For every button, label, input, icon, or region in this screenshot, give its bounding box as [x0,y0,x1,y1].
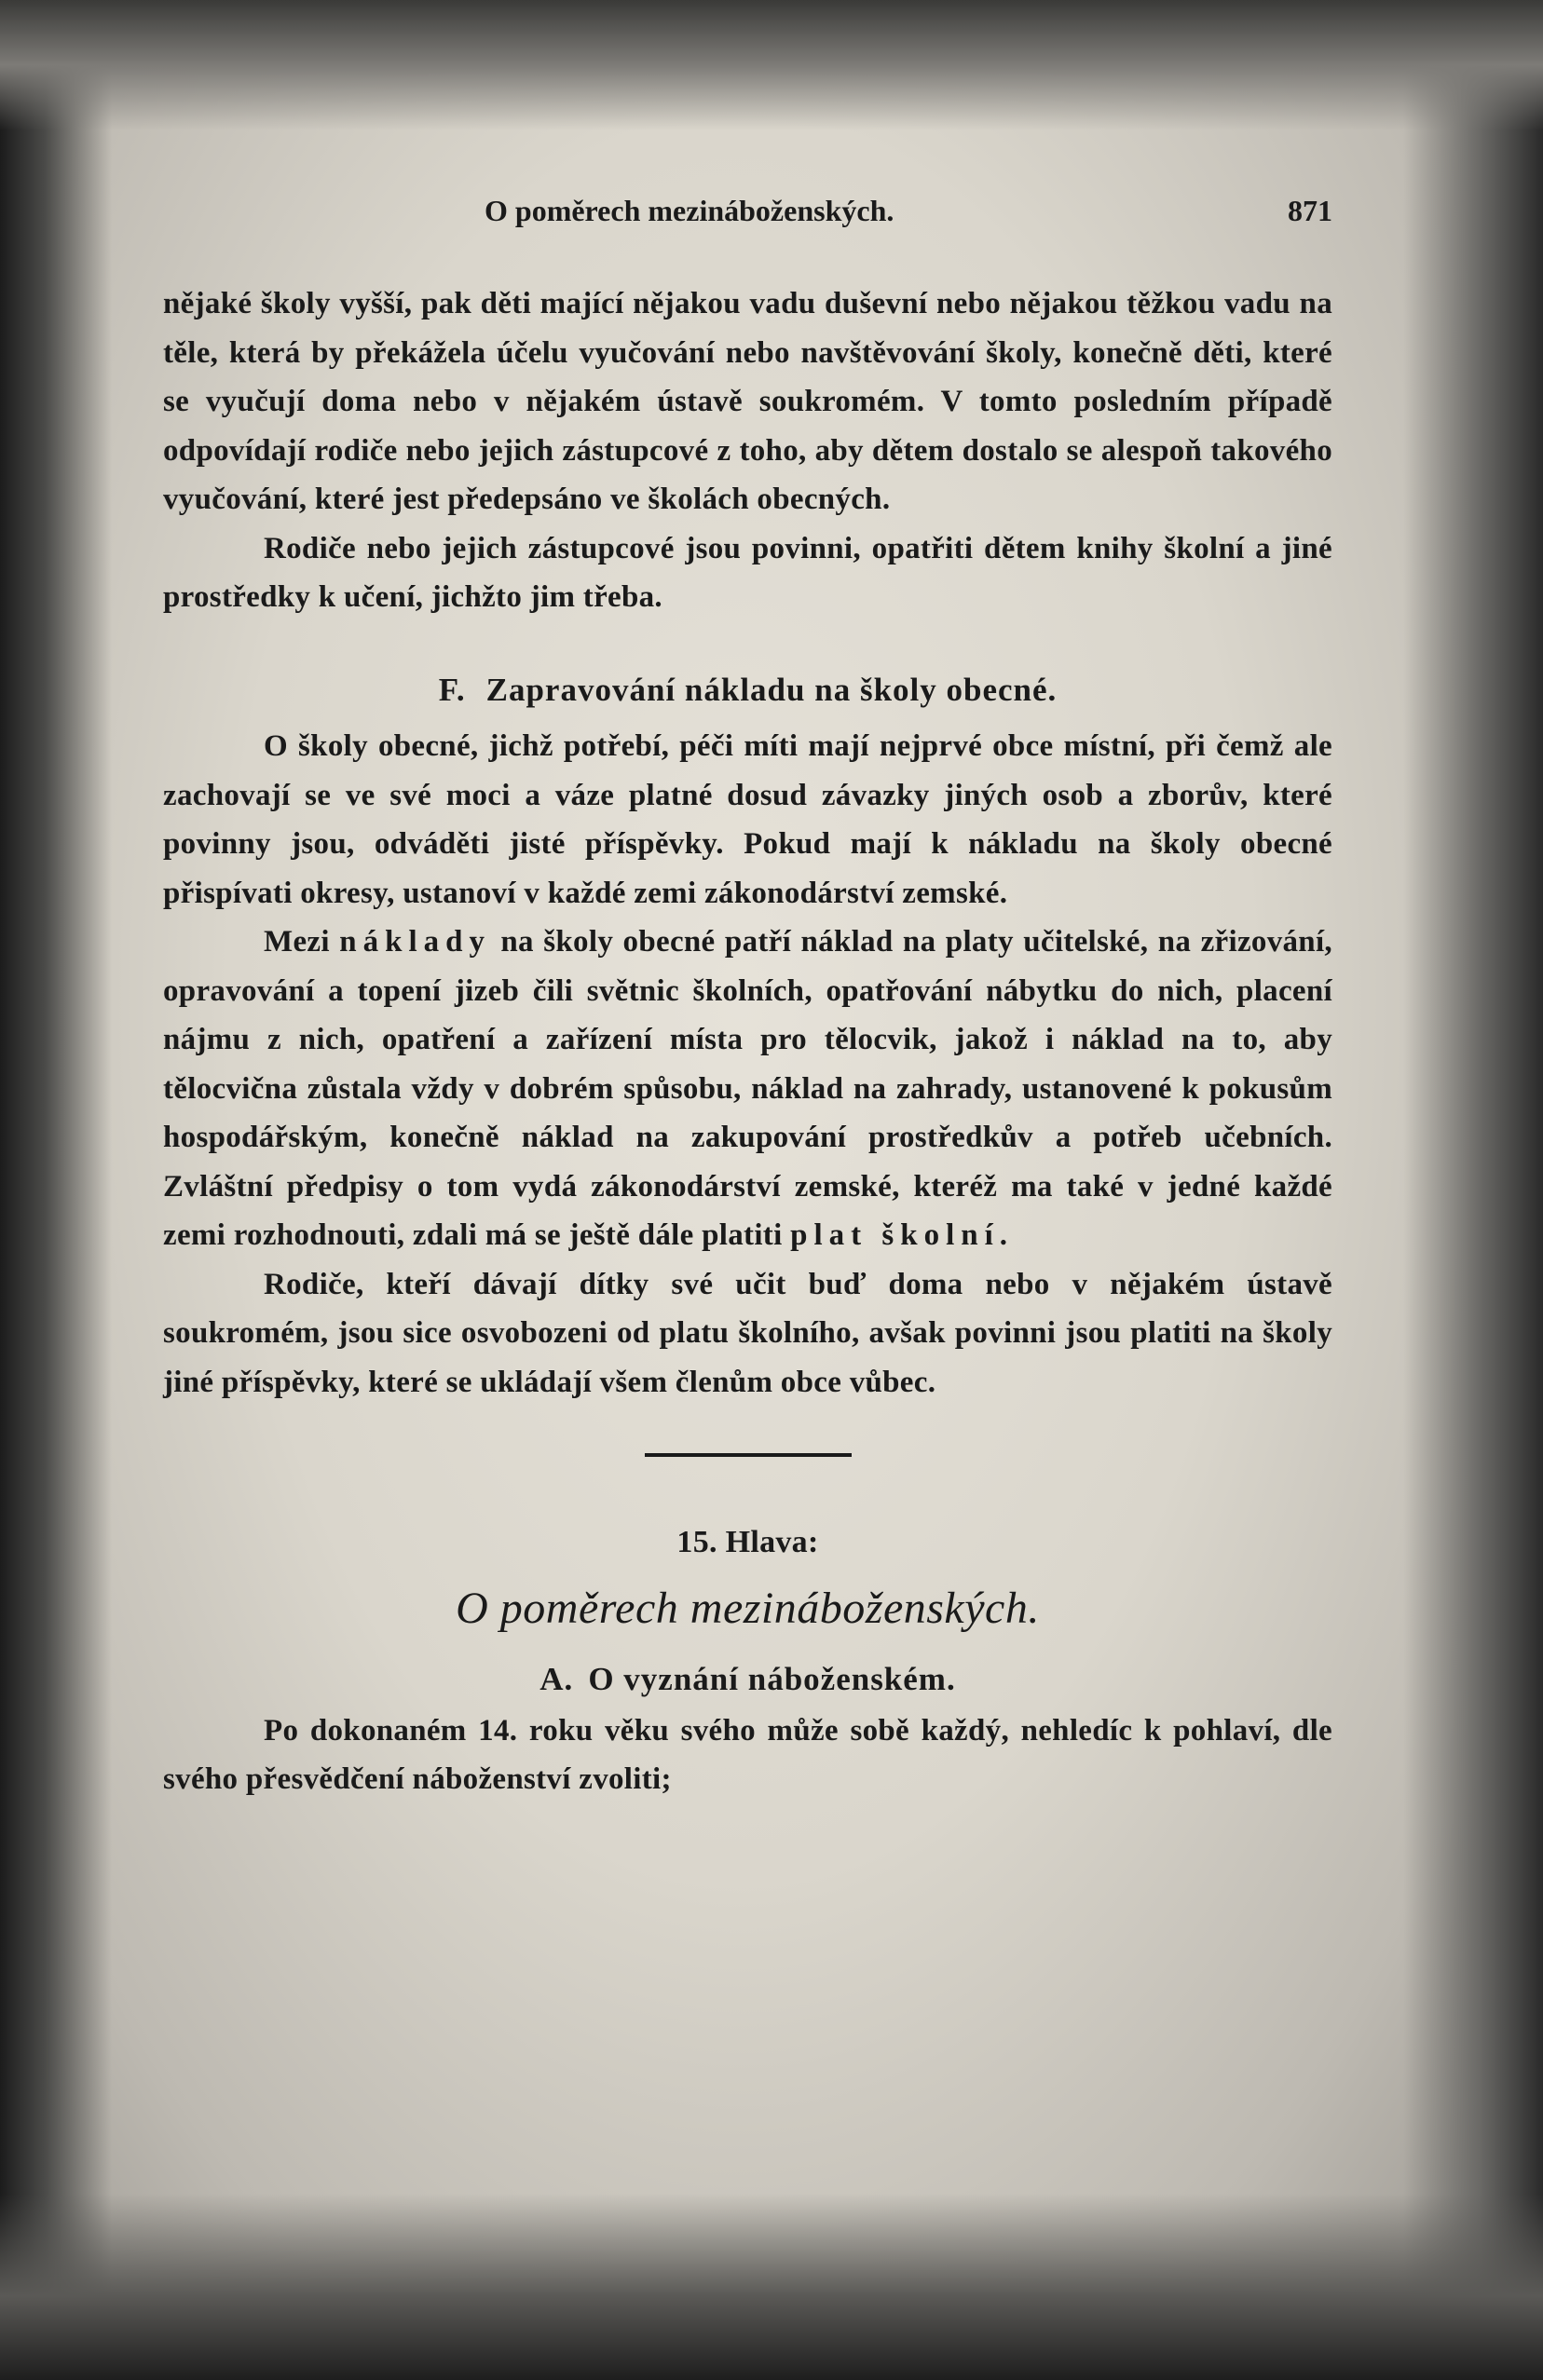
scan-shadow-left [0,0,112,2380]
scan-shadow-right [1403,0,1543,2380]
section-f-letter: F. [438,671,466,708]
paragraph-2-lead: Mezi [264,925,330,959]
section-f-paragraph-2 [163,918,1332,1260]
paragraph-parents-duties: Rodiče nebo jejich zástupcové jsou povinni, opatřiti dětem knihy školní a jiné prostředky k učení, jichžto jim třeba. [163,531,1332,614]
chapter-title: O poměrech mezináboženských. [456,1583,1040,1633]
running-header [163,190,1332,238]
page-body [163,279,1332,1804]
scan-shadow-bottom [0,2194,1543,2380]
paragraph-2-body: na školy obecné patří náklad na platy učitelské, na zřizování, opravování a topení jizeb čili světnic školních, opatřování nábytku do nich, placení nájmu z nich, opatření a zařízení místa pro tělocvik, jakož i náklad na to, aby tělocvična zůstala vždy v dobrém spůsobu, náklad na zahrady, ustanovené k pokusům hospodářským, konečně náklad na zakupování prostředkův a potřeb učebních. Zvláštní předpisy o tom vydá zákonodárství zemské, kteréž ma také v jedné každé zemi rozhodnouti, zdali má se ještě dále platiti [163,925,1332,1252]
spaced-term-naklady: náklady [339,925,491,959]
section-f-title: Zapravování nákladu na školy obecné. [485,671,1058,708]
section-a-letter: A. [539,1661,574,1697]
page-number: 871 [1288,194,1332,227]
section-a-paragraph-1: Po dokonaném 14. roku věku svého může sobě každý, nehledíc k pohlaví, dle svého přesvědčení náboženství zvoliti; [163,1713,1332,1796]
section-a-heading [163,1655,1332,1705]
section-f-paragraph-3: Rodiče, kteří dávají dítky své učit buď doma nebo v nějakém ústavě soukromém, jsou sice osvobozeni od platu školního, avšak povinni jsou platiti na školy jiné příspěvky, které se ukládají všem členům obce vůbec. [163,1267,1332,1399]
section-f-heading [163,666,1332,715]
chapter-number: 15. Hlava: [676,1525,819,1559]
section-a-title: O vyznání náboženském. [588,1661,956,1697]
continuation-paragraph: nějaké školy vyšší, pak děti mající nějakou vadu duševní nebo nějakou těžkou vadu na těle, která by překážela účelu vyučování nebo navštěvování školy, konečně děti, které se vyučují doma nebo v nějakém ústavě soukromém. V tomto posledním případě odpovídají rodiče nebo jejich zástupcové z toho, aby dětem dostalo se alespoň takového vyučování, které jest předepsáno ve školách obecných. [163,287,1332,516]
scan-shadow-top [0,0,1543,130]
section-f-paragraph-1: O školy obecné, jichž potřebí, péči míti mají nejprvé obce místní, při čemž ale zachovají se ve své moci a váze platné dosud závazky jiných osob a zborův, které povinny jsou, odváděti jisté příspěvky. Pokud mají k nákladu na školy obecné přispívati okresy, ustanoví v každé zemi zákonodárství zemské. [163,729,1332,910]
chapter-divider [645,1453,852,1457]
running-title: O poměrech mezináboženských. [485,194,894,227]
spaced-term-plat-skolni: plat školní. [790,1218,1015,1252]
